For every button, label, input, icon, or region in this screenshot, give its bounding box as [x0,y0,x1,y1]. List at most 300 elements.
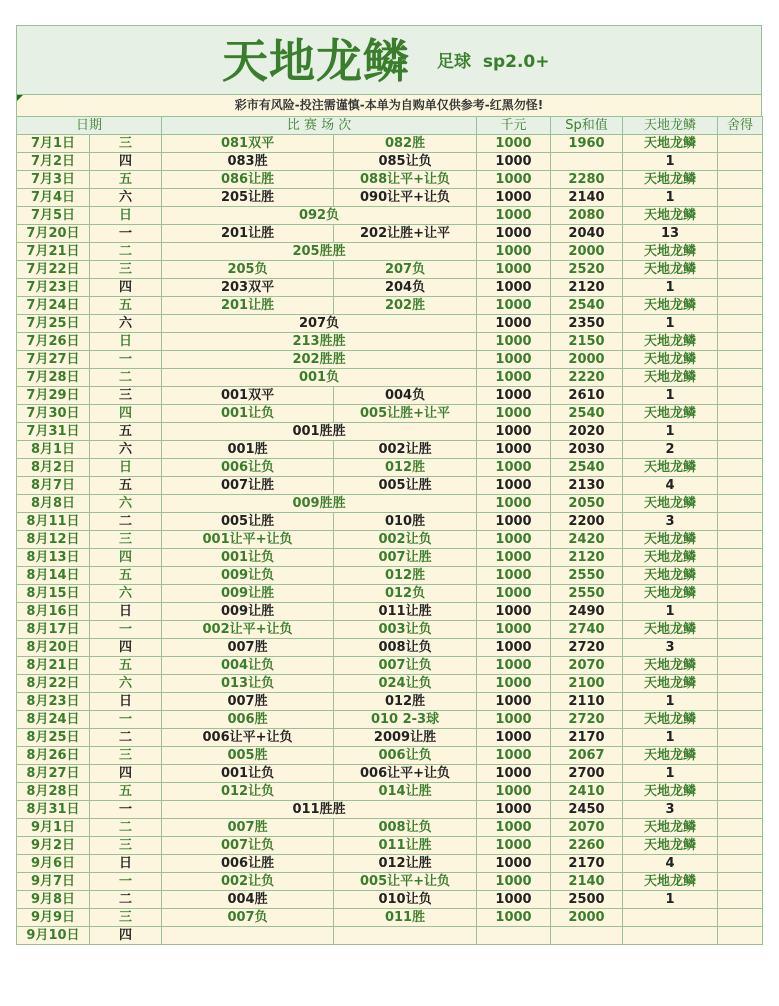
cell-stake[interactable]: 1000 [477,153,551,171]
cell-weekday[interactable]: 日 [90,603,162,621]
cell-stake[interactable]: 1000 [477,333,551,351]
cell-sp-sum[interactable]: 2610 [551,387,623,405]
cell-result[interactable]: 天地龙鳞 [623,459,718,477]
cell-sp-sum[interactable]: 2540 [551,297,623,315]
cell-date[interactable]: 7月2日 [17,153,90,171]
cell-result[interactable]: 2 [623,441,718,459]
cell-match-1[interactable]: 007胜 [162,819,334,837]
cell-date[interactable]: 7月26日 [17,333,90,351]
cell-match-2[interactable]: 005让平+让负 [334,873,477,891]
cell-stake[interactable]: 1000 [477,639,551,657]
cell-result[interactable]: 天地龙鳞 [623,747,718,765]
cell-sp-sum[interactable]: 2740 [551,621,623,639]
cell-sp-sum[interactable]: 2040 [551,225,623,243]
cell-match-1[interactable]: 005让胜 [162,513,334,531]
cell-result[interactable]: 天地龙鳞 [623,495,718,513]
cell-result[interactable] [623,927,718,945]
cell-match-2[interactable]: 012胜 [334,693,477,711]
cell-sp-sum[interactable]: 2550 [551,585,623,603]
cell-match-1[interactable]: 004让负 [162,657,334,675]
cell-sp-sum[interactable]: 2020 [551,423,623,441]
cell-match-2[interactable]: 010胜 [334,513,477,531]
cell-sp-sum[interactable]: 2100 [551,675,623,693]
cell-result[interactable]: 天地龙鳞 [623,297,718,315]
cell-notes[interactable] [718,675,763,693]
cell-sp-sum[interactable]: 2720 [551,711,623,729]
cell-match-1[interactable]: 007让负 [162,837,334,855]
cell-weekday[interactable]: 三 [90,135,162,153]
cell-match-1[interactable]: 083胜 [162,153,334,171]
cell-stake[interactable]: 1000 [477,207,551,225]
cell-match-1[interactable] [162,927,334,945]
cell-match-1[interactable]: 205负 [162,261,334,279]
cell-match-2[interactable]: 002让负 [334,531,477,549]
cell-notes[interactable] [718,837,763,855]
cell-stake[interactable]: 1000 [477,369,551,387]
cell-weekday[interactable]: 三 [90,909,162,927]
cell-match[interactable]: 092负 [162,207,477,225]
cell-notes[interactable] [718,405,763,423]
cell-sp-sum[interactable]: 2000 [551,909,623,927]
cell-sp-sum[interactable]: 2520 [551,261,623,279]
cell-stake[interactable]: 1000 [477,387,551,405]
cell-match-2[interactable]: 002让胜 [334,441,477,459]
cell-stake[interactable]: 1000 [477,477,551,495]
cell-match-1[interactable]: 001双平 [162,387,334,405]
cell-notes[interactable] [718,189,763,207]
cell-notes[interactable] [718,513,763,531]
cell-notes[interactable] [718,927,763,945]
cell-match-1[interactable]: 007让胜 [162,477,334,495]
cell-stake[interactable]: 1000 [477,297,551,315]
cell-notes[interactable] [718,855,763,873]
cell-match-2[interactable]: 007让胜 [334,549,477,567]
cell-match-2[interactable]: 004负 [334,387,477,405]
cell-weekday[interactable]: 五 [90,297,162,315]
cell-date[interactable]: 8月23日 [17,693,90,711]
cell-result[interactable]: 天地龙鳞 [623,585,718,603]
cell-weekday[interactable]: 五 [90,567,162,585]
cell-notes[interactable] [718,693,763,711]
cell-match-1[interactable]: 006胜 [162,711,334,729]
cell-notes[interactable] [718,747,763,765]
cell-match[interactable]: 011胜胜 [162,801,477,819]
cell-sp-sum[interactable]: 2000 [551,243,623,261]
cell-date[interactable]: 8月26日 [17,747,90,765]
cell-match-1[interactable]: 013让负 [162,675,334,693]
cell-result[interactable]: 1 [623,189,718,207]
cell-notes[interactable] [718,459,763,477]
cell-result[interactable]: 天地龙鳞 [623,171,718,189]
cell-match-1[interactable]: 009让胜 [162,585,334,603]
cell-result[interactable]: 天地龙鳞 [623,333,718,351]
cell-date[interactable]: 7月23日 [17,279,90,297]
cell-date[interactable]: 7月29日 [17,387,90,405]
cell-weekday[interactable]: 日 [90,459,162,477]
cell-weekday[interactable]: 二 [90,891,162,909]
cell-date[interactable]: 8月8日 [17,495,90,513]
cell-stake[interactable]: 1000 [477,441,551,459]
cell-notes[interactable] [718,585,763,603]
cell-sp-sum[interactable]: 2410 [551,783,623,801]
cell-result[interactable]: 3 [623,513,718,531]
header-date[interactable]: 日期 [17,117,162,135]
cell-date[interactable]: 8月13日 [17,549,90,567]
cell-match-2[interactable]: 202胜 [334,297,477,315]
cell-match[interactable]: 213胜胜 [162,333,477,351]
cell-sp-sum[interactable]: 2540 [551,405,623,423]
cell-stake[interactable]: 1000 [477,405,551,423]
cell-sp-sum[interactable]: 2540 [551,459,623,477]
cell-match-1[interactable]: 005胜 [162,747,334,765]
cell-weekday[interactable]: 三 [90,261,162,279]
cell-result[interactable]: 13 [623,225,718,243]
cell-match-1[interactable]: 006让负 [162,459,334,477]
cell-stake[interactable]: 1000 [477,891,551,909]
cell-stake[interactable]: 1000 [477,243,551,261]
cell-weekday[interactable]: 四 [90,405,162,423]
cell-weekday[interactable]: 四 [90,927,162,945]
cell-weekday[interactable]: 五 [90,657,162,675]
cell-stake[interactable]: 1000 [477,729,551,747]
cell-result[interactable]: 1 [623,387,718,405]
cell-match-1[interactable]: 007负 [162,909,334,927]
cell-weekday[interactable]: 三 [90,837,162,855]
cell-match-1[interactable]: 006让胜 [162,855,334,873]
header-notes[interactable]: 舍得 [718,117,763,135]
cell-notes[interactable] [718,477,763,495]
cell-date[interactable]: 7月3日 [17,171,90,189]
cell-sp-sum[interactable]: 2200 [551,513,623,531]
cell-date[interactable]: 7月20日 [17,225,90,243]
cell-date[interactable]: 8月1日 [17,441,90,459]
cell-stake[interactable]: 1000 [477,171,551,189]
cell-date[interactable]: 7月4日 [17,189,90,207]
cell-match[interactable]: 009胜胜 [162,495,477,513]
cell-result[interactable]: 天地龙鳞 [623,369,718,387]
cell-match-2[interactable]: 010 2-3球 [334,711,477,729]
cell-match-1[interactable]: 004胜 [162,891,334,909]
cell-date[interactable]: 8月17日 [17,621,90,639]
cell-weekday[interactable]: 一 [90,225,162,243]
cell-match-2[interactable]: 082胜 [334,135,477,153]
cell-match[interactable]: 202胜胜 [162,351,477,369]
cell-match-2[interactable]: 204负 [334,279,477,297]
cell-stake[interactable]: 1000 [477,783,551,801]
cell-result[interactable]: 天地龙鳞 [623,207,718,225]
cell-match-2[interactable]: 085让负 [334,153,477,171]
cell-weekday[interactable]: 五 [90,783,162,801]
cell-match-1[interactable]: 201让胜 [162,297,334,315]
cell-result[interactable]: 天地龙鳞 [623,549,718,567]
cell-date[interactable]: 7月27日 [17,351,90,369]
cell-date[interactable]: 8月2日 [17,459,90,477]
cell-date[interactable]: 8月20日 [17,639,90,657]
cell-notes[interactable] [718,243,763,261]
cell-weekday[interactable]: 四 [90,153,162,171]
header-stake[interactable]: 千元 [477,117,551,135]
cell-sp-sum[interactable]: 2070 [551,657,623,675]
cell-result[interactable]: 4 [623,855,718,873]
cell-notes[interactable] [718,873,763,891]
cell-sp-sum[interactable]: 2120 [551,549,623,567]
cell-stake[interactable]: 1000 [477,747,551,765]
cell-sp-sum[interactable]: 2420 [551,531,623,549]
cell-weekday[interactable]: 六 [90,675,162,693]
cell-weekday[interactable]: 日 [90,693,162,711]
cell-match-1[interactable]: 001让负 [162,549,334,567]
cell-match-2[interactable]: 014让胜 [334,783,477,801]
cell-weekday[interactable]: 日 [90,333,162,351]
cell-date[interactable]: 8月24日 [17,711,90,729]
cell-stake[interactable]: 1000 [477,189,551,207]
cell-date[interactable]: 8月22日 [17,675,90,693]
cell-stake[interactable]: 1000 [477,261,551,279]
cell-weekday[interactable]: 三 [90,387,162,405]
cell-notes[interactable] [718,315,763,333]
cell-date[interactable]: 9月10日 [17,927,90,945]
cell-match-1[interactable]: 002让平+让负 [162,621,334,639]
cell-match-2[interactable]: 012让胜 [334,855,477,873]
cell-sp-sum[interactable]: 1960 [551,135,623,153]
cell-stake[interactable]: 1000 [477,495,551,513]
cell-match-1[interactable]: 009让负 [162,567,334,585]
cell-weekday[interactable]: 四 [90,765,162,783]
cell-stake[interactable]: 1000 [477,909,551,927]
cell-sp-sum[interactable]: 2720 [551,639,623,657]
cell-date[interactable]: 8月15日 [17,585,90,603]
cell-notes[interactable] [718,225,763,243]
cell-stake[interactable]: 1000 [477,873,551,891]
cell-match-1[interactable]: 007胜 [162,693,334,711]
cell-result[interactable]: 4 [623,477,718,495]
cell-match-2[interactable]: 005让胜+让平 [334,405,477,423]
cell-notes[interactable] [718,639,763,657]
cell-date[interactable]: 8月14日 [17,567,90,585]
cell-weekday[interactable]: 二 [90,819,162,837]
cell-stake[interactable]: 1000 [477,567,551,585]
cell-match-2[interactable]: 012胜 [334,567,477,585]
cell-result[interactable]: 1 [623,693,718,711]
cell-match-1[interactable]: 086让胜 [162,171,334,189]
cell-match-2[interactable]: 024让负 [334,675,477,693]
cell-stake[interactable]: 1000 [477,225,551,243]
cell-weekday[interactable]: 一 [90,873,162,891]
cell-date[interactable]: 9月9日 [17,909,90,927]
cell-sp-sum[interactable]: 2110 [551,693,623,711]
cell-sp-sum[interactable]: 2140 [551,873,623,891]
header-sp-sum[interactable]: Sp和值 [551,117,623,135]
cell-notes[interactable] [718,495,763,513]
cell-weekday[interactable]: 日 [90,855,162,873]
cell-match-2[interactable]: 010让负 [334,891,477,909]
cell-sp-sum[interactable]: 2350 [551,315,623,333]
cell-date[interactable]: 7月22日 [17,261,90,279]
cell-notes[interactable] [718,801,763,819]
cell-stake[interactable]: 1000 [477,711,551,729]
cell-notes[interactable] [718,909,763,927]
cell-result[interactable]: 天地龙鳞 [623,783,718,801]
cell-weekday[interactable]: 六 [90,495,162,513]
cell-result[interactable]: 天地龙鳞 [623,351,718,369]
cell-match-1[interactable]: 001让负 [162,405,334,423]
cell-notes[interactable] [718,423,763,441]
cell-weekday[interactable]: 日 [90,207,162,225]
cell-date[interactable]: 7月25日 [17,315,90,333]
cell-notes[interactable] [718,387,763,405]
cell-sp-sum[interactable]: 2550 [551,567,623,585]
cell-weekday[interactable]: 二 [90,369,162,387]
cell-result[interactable]: 天地龙鳞 [623,657,718,675]
cell-stake[interactable]: 1000 [477,765,551,783]
cell-stake[interactable]: 1000 [477,279,551,297]
cell-match-2[interactable] [334,927,477,945]
cell-sp-sum[interactable] [551,153,623,171]
cell-result[interactable]: 1 [623,603,718,621]
cell-sp-sum[interactable]: 2260 [551,837,623,855]
cell-match-1[interactable]: 002让负 [162,873,334,891]
cell-weekday[interactable]: 五 [90,477,162,495]
cell-notes[interactable] [718,441,763,459]
cell-date[interactable]: 7月28日 [17,369,90,387]
cell-result[interactable]: 天地龙鳞 [623,261,718,279]
cell-sp-sum[interactable]: 2490 [551,603,623,621]
cell-stake[interactable]: 1000 [477,621,551,639]
cell-stake[interactable]: 1000 [477,855,551,873]
cell-match-1[interactable]: 081双平 [162,135,334,153]
cell-date[interactable]: 8月21日 [17,657,90,675]
cell-stake[interactable]: 1000 [477,675,551,693]
cell-match-2[interactable]: 088让平+让负 [334,171,477,189]
cell-notes[interactable] [718,603,763,621]
cell-weekday[interactable]: 二 [90,729,162,747]
cell-stake[interactable]: 1000 [477,315,551,333]
cell-match-2[interactable]: 011让胜 [334,603,477,621]
cell-match-2[interactable]: 006让负 [334,747,477,765]
cell-match-1[interactable]: 001让负 [162,765,334,783]
cell-result[interactable]: 1 [623,279,718,297]
cell-match-1[interactable]: 012让负 [162,783,334,801]
cell-stake[interactable]: 1000 [477,603,551,621]
cell-sp-sum[interactable]: 2450 [551,801,623,819]
cell-date[interactable]: 9月6日 [17,855,90,873]
cell-notes[interactable] [718,279,763,297]
cell-notes[interactable] [718,531,763,549]
cell-result[interactable]: 天地龙鳞 [623,567,718,585]
cell-result[interactable]: 3 [623,639,718,657]
cell-weekday[interactable]: 六 [90,585,162,603]
cell-sp-sum[interactable]: 2170 [551,855,623,873]
cell-stake[interactable]: 1000 [477,801,551,819]
cell-notes[interactable] [718,819,763,837]
cell-notes[interactable] [718,711,763,729]
cell-date[interactable]: 8月11日 [17,513,90,531]
cell-match-1[interactable]: 203双平 [162,279,334,297]
cell-result[interactable]: 天地龙鳞 [623,711,718,729]
cell-result[interactable]: 天地龙鳞 [623,531,718,549]
cell-notes[interactable] [718,567,763,585]
cell-notes[interactable] [718,261,763,279]
cell-notes[interactable] [718,369,763,387]
cell-stake[interactable]: 1000 [477,819,551,837]
cell-weekday[interactable]: 三 [90,531,162,549]
cell-notes[interactable] [718,891,763,909]
cell-match-2[interactable]: 090让平+让负 [334,189,477,207]
cell-stake[interactable] [477,927,551,945]
cell-date[interactable]: 7月24日 [17,297,90,315]
cell-result[interactable]: 1 [623,315,718,333]
cell-stake[interactable]: 1000 [477,693,551,711]
cell-sp-sum[interactable]: 2170 [551,729,623,747]
cell-sp-sum[interactable]: 2150 [551,333,623,351]
cell-result[interactable]: 1 [623,153,718,171]
cell-weekday[interactable]: 四 [90,279,162,297]
cell-match[interactable]: 001负 [162,369,477,387]
cell-match-2[interactable]: 207负 [334,261,477,279]
cell-date[interactable]: 8月12日 [17,531,90,549]
cell-match-1[interactable]: 201让胜 [162,225,334,243]
cell-match-2[interactable]: 008让负 [334,639,477,657]
cell-stake[interactable]: 1000 [477,513,551,531]
cell-result[interactable]: 天地龙鳞 [623,621,718,639]
cell-result[interactable]: 1 [623,729,718,747]
cell-match-2[interactable]: 2009让胜 [334,729,477,747]
cell-weekday[interactable]: 二 [90,243,162,261]
cell-weekday[interactable]: 五 [90,423,162,441]
cell-weekday[interactable]: 六 [90,189,162,207]
cell-match-2[interactable]: 202让胜+让平 [334,225,477,243]
cell-match-1[interactable]: 205让胜 [162,189,334,207]
cell-weekday[interactable]: 五 [90,171,162,189]
cell-weekday[interactable]: 四 [90,639,162,657]
cell-result[interactable]: 3 [623,801,718,819]
cell-match[interactable]: 207负 [162,315,477,333]
cell-result[interactable]: 天地龙鳞 [623,135,718,153]
cell-notes[interactable] [718,621,763,639]
cell-match-2[interactable]: 011胜 [334,909,477,927]
cell-match-2[interactable]: 012胜 [334,459,477,477]
cell-stake[interactable]: 1000 [477,423,551,441]
header-matches[interactable]: 比 赛 场 次 [162,117,477,135]
cell-result[interactable]: 天地龙鳞 [623,243,718,261]
cell-weekday[interactable]: 六 [90,441,162,459]
cell-match-2[interactable]: 003让负 [334,621,477,639]
cell-stake[interactable]: 1000 [477,549,551,567]
cell-match-2[interactable]: 005让胜 [334,477,477,495]
cell-match-2[interactable]: 011让胜 [334,837,477,855]
cell-result[interactable]: 1 [623,423,718,441]
cell-stake[interactable]: 1000 [477,135,551,153]
cell-sp-sum[interactable]: 2120 [551,279,623,297]
cell-result[interactable]: 1 [623,891,718,909]
cell-stake[interactable]: 1000 [477,351,551,369]
cell-weekday[interactable]: 一 [90,711,162,729]
cell-weekday[interactable]: 一 [90,801,162,819]
cell-notes[interactable] [718,135,763,153]
cell-result[interactable] [623,909,718,927]
cell-notes[interactable] [718,351,763,369]
cell-match-1[interactable]: 001让平+让负 [162,531,334,549]
cell-date[interactable]: 7月31日 [17,423,90,441]
cell-stake[interactable]: 1000 [477,837,551,855]
cell-notes[interactable] [718,153,763,171]
cell-match[interactable]: 205胜胜 [162,243,477,261]
cell-notes[interactable] [718,171,763,189]
cell-result[interactable]: 天地龙鳞 [623,819,718,837]
cell-date[interactable]: 9月2日 [17,837,90,855]
cell-sp-sum[interactable]: 2000 [551,351,623,369]
cell-notes[interactable] [718,207,763,225]
